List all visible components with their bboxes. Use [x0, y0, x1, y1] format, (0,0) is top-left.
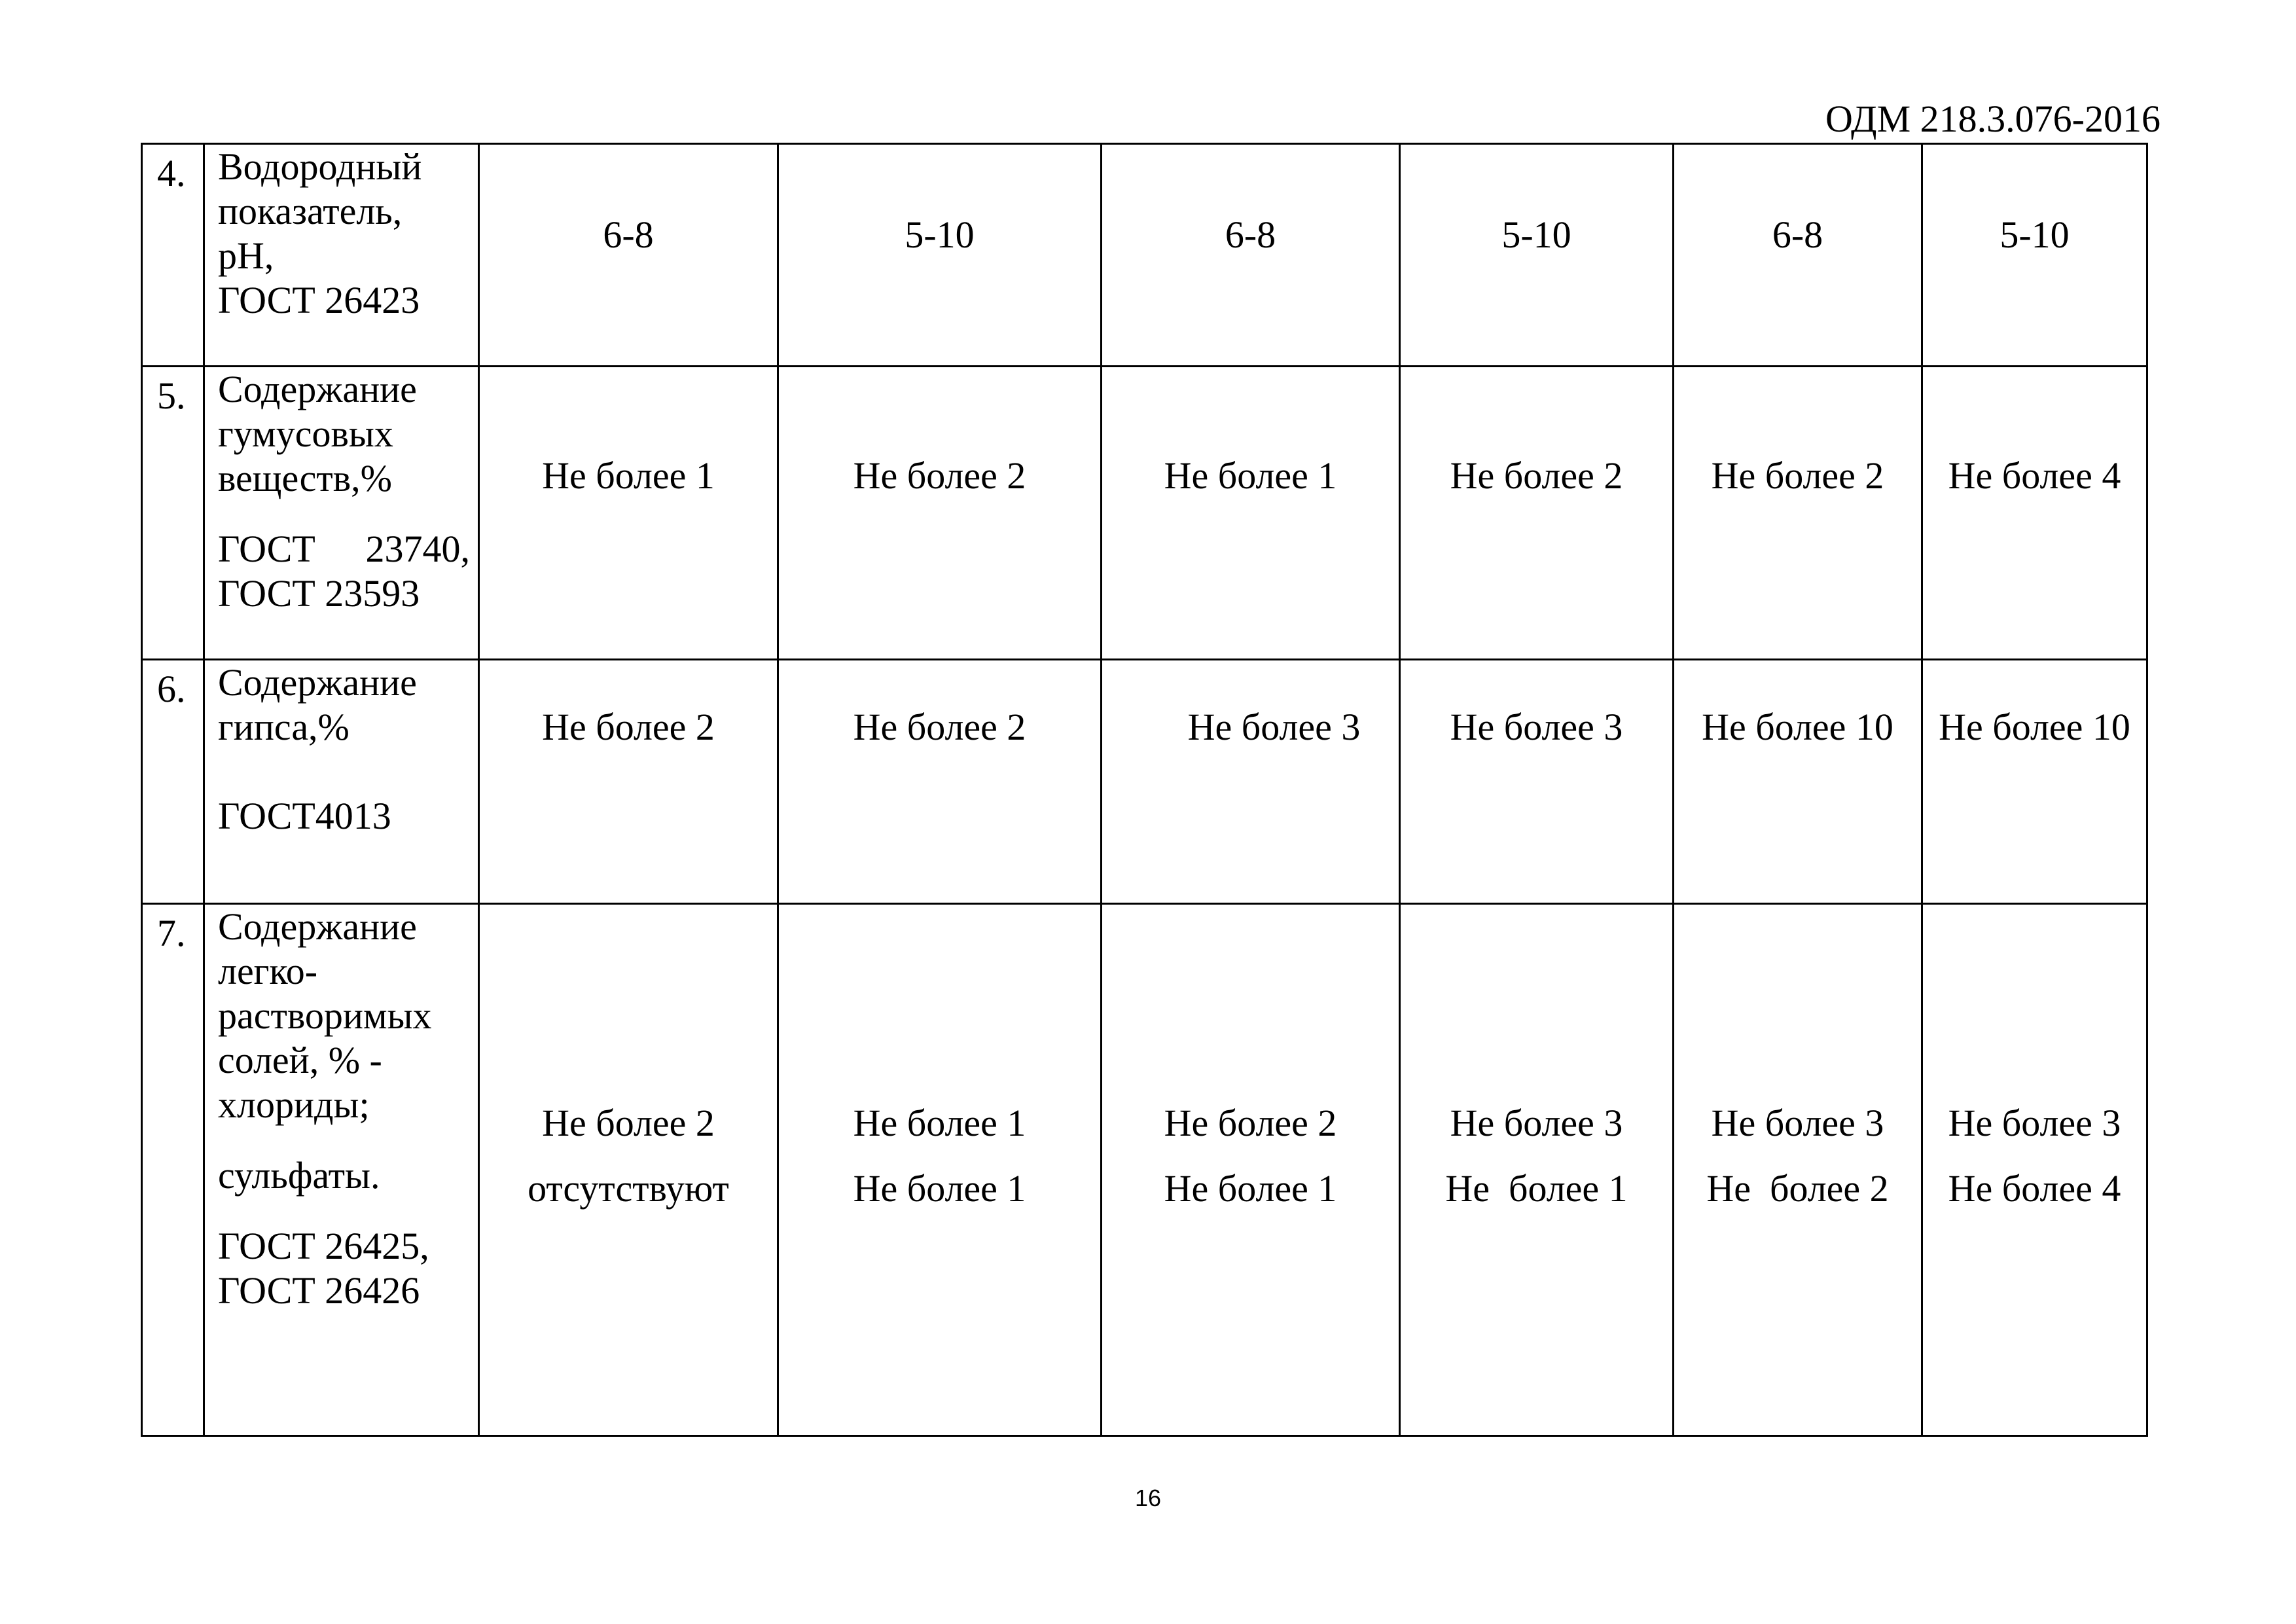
page-number: 16: [1134, 1485, 1162, 1511]
indicator-name-line: хлориды;: [218, 1083, 370, 1126]
chlorides-value: Не более 2: [1164, 1102, 1337, 1144]
value-cell: Не более 1: [1102, 367, 1400, 660]
value-cell: Не более 4: [1922, 367, 2147, 660]
indicator-name-cell: [204, 144, 479, 367]
value-cell: Не более 2: [778, 660, 1102, 904]
value-cell: [479, 904, 778, 1436]
value-cell: [1674, 904, 1922, 1436]
table-row: [142, 367, 2147, 660]
document-code: ОДМ 218.3.076-2016: [1825, 98, 2161, 140]
value-cell: 5-10: [1922, 144, 2147, 367]
soil-norms-table: [141, 143, 2148, 1437]
value-cell: Не более 2: [1674, 367, 1922, 660]
standard-name-part: ГОСТ: [218, 528, 315, 570]
indicator-name-line: солей, % -: [218, 1039, 382, 1081]
value-cell: Не более 2: [1400, 367, 1674, 660]
table-row: [142, 904, 2147, 1436]
standard-number-part: 23740,: [365, 528, 470, 570]
indicator-name-line: pH,: [218, 234, 274, 277]
indicator-name-line: легко-: [218, 950, 318, 992]
indicator-name-cell: [204, 660, 479, 904]
row-number: 7.: [142, 904, 204, 1436]
value-cell: 6-8: [1674, 144, 1922, 367]
indicator-name-line: гипса,%: [218, 706, 350, 748]
value-cell: [1102, 904, 1400, 1436]
indicator-name-line: веществ,%: [218, 457, 392, 499]
chlorides-value: Не более 3: [1948, 1102, 2121, 1144]
value-cell: [778, 904, 1102, 1436]
indicator-name-cell: [204, 367, 479, 660]
row-number: 6.: [142, 660, 204, 904]
value-cell: [1922, 904, 2147, 1436]
indicator-name-line: сульфаты.: [218, 1154, 380, 1197]
sulfates-value: отсутствуют: [528, 1167, 729, 1210]
sulfates-value: Не более 1: [1445, 1167, 1628, 1210]
table-row: [142, 144, 2147, 367]
sulfates-value: Не более 2: [1706, 1167, 1889, 1210]
indicator-name-line: Водородный: [218, 145, 422, 188]
row-number: 5.: [142, 367, 204, 660]
value-cell: Не более 10: [1674, 660, 1922, 904]
chlorides-value: Не более 1: [853, 1102, 1026, 1144]
indicator-name-line: Содержание: [218, 905, 417, 948]
value-cell: Не более 2: [778, 367, 1102, 660]
indicator-name-line: ГОСТ 26425,: [218, 1225, 429, 1267]
value-cell: [1400, 904, 1674, 1436]
value-cell: 6-8: [479, 144, 778, 367]
indicator-name-cell: [204, 904, 479, 1436]
indicator-name-line: ГОСТ 26423: [218, 279, 420, 321]
value-cell: Не более 3: [1102, 660, 1400, 904]
indicator-name-line: ГОСТ 23593: [218, 572, 420, 615]
indicator-name-line: Содержание: [218, 661, 417, 704]
indicator-name-line: ГОСТ4013: [218, 795, 391, 837]
chlorides-value: Не более 2: [542, 1102, 715, 1144]
indicator-name-line: гумусовых: [218, 412, 393, 455]
value-cell: Не более 2: [479, 660, 778, 904]
indicator-name-line: показатель,: [218, 190, 403, 232]
chlorides-value: Не более 3: [1450, 1102, 1623, 1144]
sulfates-value: Не более 4: [1948, 1167, 2121, 1210]
value-cell: 6-8: [1102, 144, 1400, 367]
indicator-name-line: [218, 527, 470, 571]
value-cell: Не более 10: [1922, 660, 2147, 904]
value-cell: Не более 3: [1400, 660, 1674, 904]
indicator-name-line: Содержание: [218, 368, 417, 410]
chlorides-value: Не более 3: [1711, 1102, 1884, 1144]
value-cell: 5-10: [778, 144, 1102, 367]
indicator-name-line: растворимых: [218, 994, 432, 1037]
value-cell: Не более 1: [479, 367, 778, 660]
value-cell: 5-10: [1400, 144, 1674, 367]
sulfates-value: Не более 1: [1164, 1167, 1337, 1210]
sulfates-value: Не более 1: [853, 1167, 1026, 1210]
table-row: [142, 660, 2147, 904]
indicator-name-line: ГОСТ 26426: [218, 1269, 420, 1312]
row-number: 4.: [142, 144, 204, 367]
